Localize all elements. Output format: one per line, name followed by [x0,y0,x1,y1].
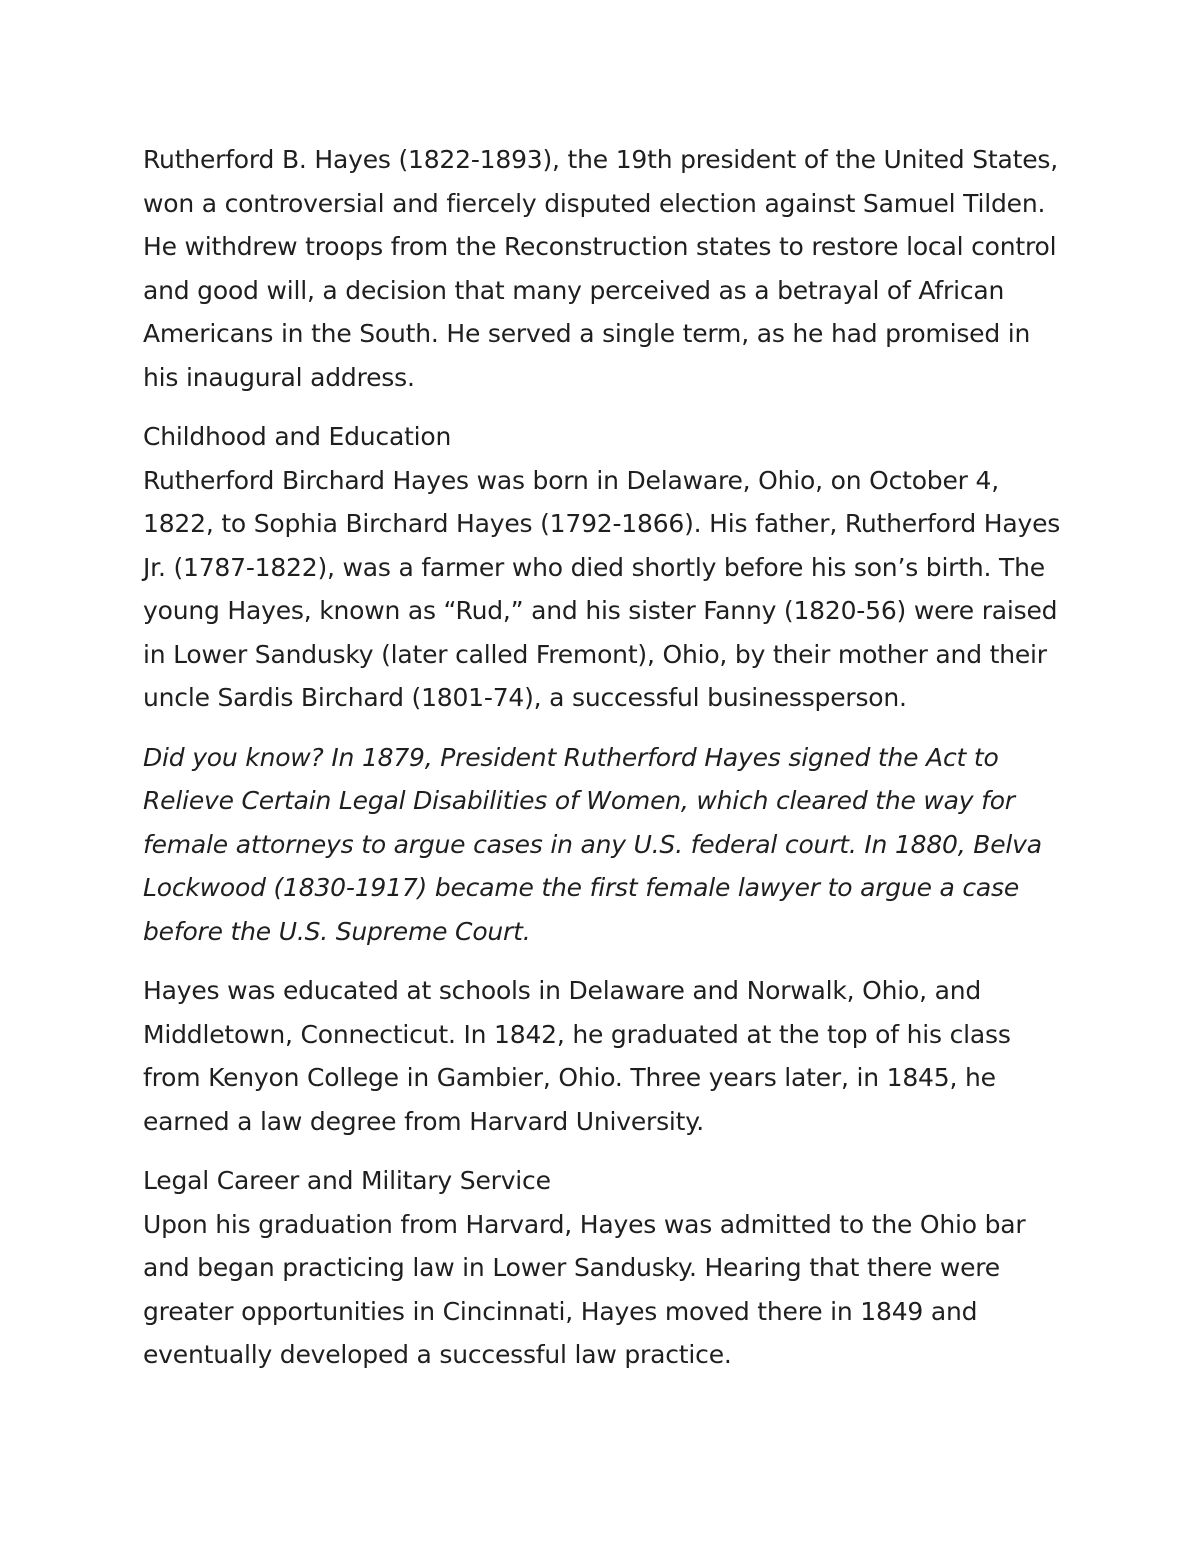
section-heading-childhood: Childhood and Education [143,422,452,451]
section-childhood [143,415,1073,720]
section-heading-legal-career: Legal Career and Military Service [143,1166,551,1195]
legal-career-paragraph: Upon his graduation from Harvard, Hayes was admitted to the Ohio bar and began practicing law in Lower Sandusky. Hearing that there were greater opportunities in Cincinnati, Hayes moved there in 1849 and eventually developed a successful law practice. [143,1209,1026,1369]
section-legal-career [143,1159,1073,1377]
intro-paragraph: Rutherford B. Hayes (1822-1893), the 19th president of the United States, won a controversial and fiercely disputed election against Samuel Tilden. He withdrew troops from the Reconstruction states to restore local control and good will, a decision that many perceived as a betrayal of African Americans in the South. He served a single term, as he had promised in his inaugural address. [143,145,1058,392]
childhood-paragraph: Rutherford Birchard Hayes was born in Delaware, Ohio, on October 4, 1822, to Sophia Birchard Hayes (1792-1866). His father, Rutherford Hayes Jr. (1787-1822), was a farmer who died shortly before his son’s birth. The young Hayes, known as “Rud,” and his sister Fanny (1820-56) were raised in Lower Sandusky (later called Fremont), Ohio, by their mother and their uncle Sardis Birchard (1801-74), a successful businessperson. [143,465,1061,712]
document-page [143,138,1073,1377]
did-you-know-paragraph: Did you know? In 1879, President Rutherford Hayes signed the Act to Relieve Certain Legal Disabilities of Women, which cleared the way for female attorneys to argue cases in any U.S. federal court. In 1880, Belva Lockwood (1830-1917) became the first female lawyer to argue a case before the U.S. Supreme Court. [143,742,1042,946]
education-paragraph: Hayes was educated at schools in Delaware and Norwalk, Ohio, and Middletown, Connecticut. In 1842, he graduated at the top of his class from Kenyon College in Gambier, Ohio. Three years later, in 1845, he earned a law degree from Harvard University. [143,976,1011,1136]
